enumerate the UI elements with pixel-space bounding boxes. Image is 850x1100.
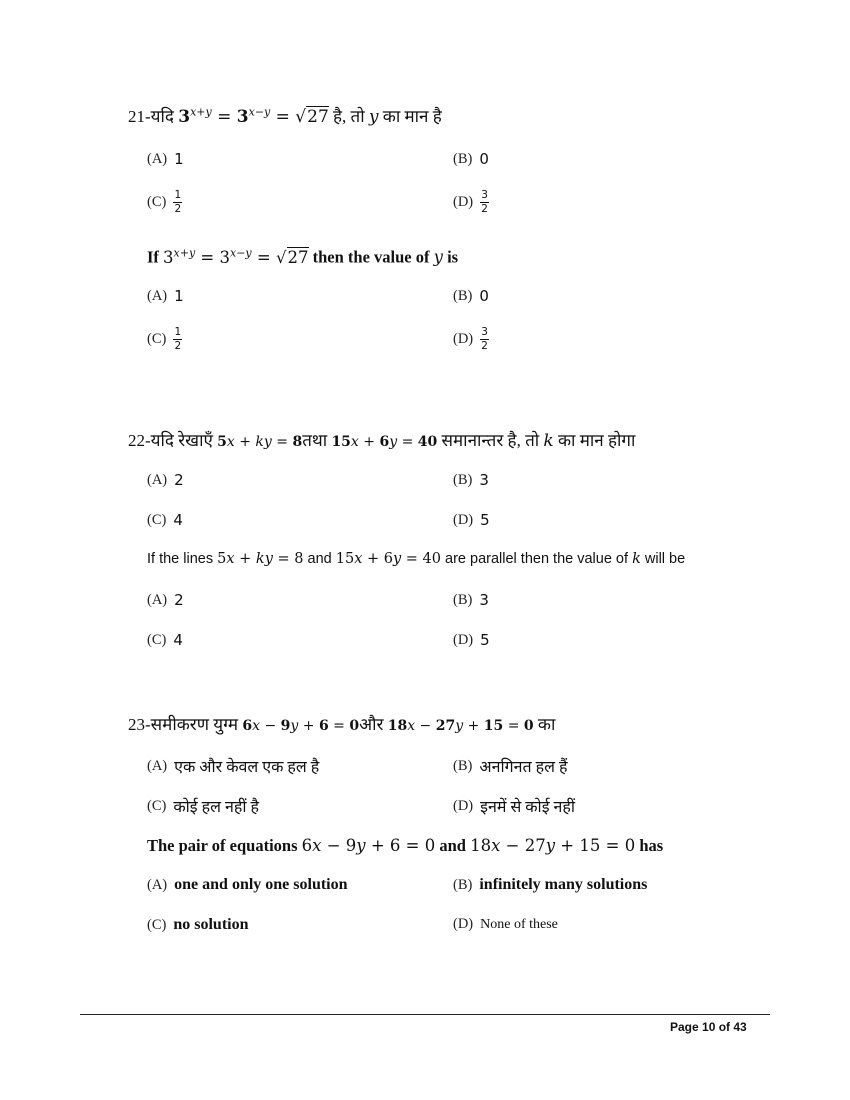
- q22-hi-option-c[interactable]: (C) 4: [147, 511, 183, 529]
- fraction-three-halves: $\frac{3}{2}$: [481, 326, 488, 352]
- q21-en-option-d[interactable]: (D) $\frac{3}{2}$: [453, 326, 488, 352]
- question-21-english: If $3^{x+y} = 3^{x-y} = √27$ then the value of y is: [147, 246, 459, 267]
- q21-hi-option-b[interactable]: (B) 0: [453, 150, 489, 168]
- q22-en-option-c[interactable]: (C) 4: [147, 631, 183, 649]
- page-number: Page 10 of 43: [670, 1020, 747, 1034]
- q22-en-option-a[interactable]: (A) 2: [147, 591, 184, 609]
- fraction-one-half: $\frac{1}{2}$: [174, 326, 182, 352]
- q23-hi-option-a[interactable]: (A) एक और केवल एक हल है: [147, 757, 320, 776]
- fraction-one-half: $\frac{1}{2}$: [174, 189, 182, 215]
- q23-en-option-a[interactable]: (A) one and only one solution: [147, 876, 348, 893]
- q21-hi-option-c[interactable]: (C) $\frac{1}{2}$: [147, 189, 182, 215]
- q22-hi-option-d[interactable]: (D) 5: [453, 511, 490, 529]
- q21-en-option-c[interactable]: (C) $\frac{1}{2}$: [147, 326, 182, 352]
- q23-en-option-b[interactable]: (B) infinitely many solutions: [453, 876, 648, 893]
- q21-hi-option-a[interactable]: (A) 1: [147, 150, 184, 168]
- q23-en-option-c[interactable]: (C) no solution: [147, 916, 249, 933]
- q21-hi-option-d[interactable]: (D) $\frac{3}{2}$: [453, 189, 488, 215]
- footer-divider: [80, 1014, 770, 1015]
- q23-hi-option-b[interactable]: (B) अनगिनत हल हैं: [453, 757, 568, 776]
- q21-en-option-a[interactable]: (A) 1: [147, 287, 184, 305]
- q22-en-option-b[interactable]: (B) 3: [453, 591, 489, 609]
- q23-en-option-d[interactable]: (D) None of these: [453, 916, 558, 932]
- q22-hi-option-a[interactable]: (A) 2: [147, 471, 184, 489]
- q21-en-option-b[interactable]: (B) 0: [453, 287, 489, 305]
- q22-hi-option-b[interactable]: (B) 3: [453, 471, 489, 489]
- q23-hi-option-d[interactable]: (D) इनमें से कोई नहीं: [453, 797, 576, 816]
- q22-en-option-d[interactable]: (D) 5: [453, 631, 490, 649]
- question-21-hindi: 21-यदि $3^{x+y} = 3^{x-y} = √27$ है, तो y का मान है: [128, 105, 442, 127]
- fraction-three-halves: $\frac{3}{2}$: [481, 189, 488, 215]
- question-23-hindi: 23-समीकरण युग्म 6x − 9y + 6 = 0और 18x − 27y + 15 = 0 का: [128, 715, 556, 734]
- q23-hi-option-c[interactable]: (C) कोई हल नहीं है: [147, 797, 259, 816]
- question-22-english: If the lines 5x + ky = 8 and 15x + 6y = 40 are parallel then the value of k will be: [147, 551, 686, 567]
- question-22-hindi: 22-यदि रेखाएँ 5x + ky = 8तथा 15x + 6y = 40 समानान्तर है, तो k का मान होगा: [128, 431, 636, 451]
- question-number: 21-: [128, 107, 151, 126]
- question-23-english: The pair of equations 6x − 9y + 6 = 0 and 18x − 27y + 15 = 0 has: [147, 836, 664, 855]
